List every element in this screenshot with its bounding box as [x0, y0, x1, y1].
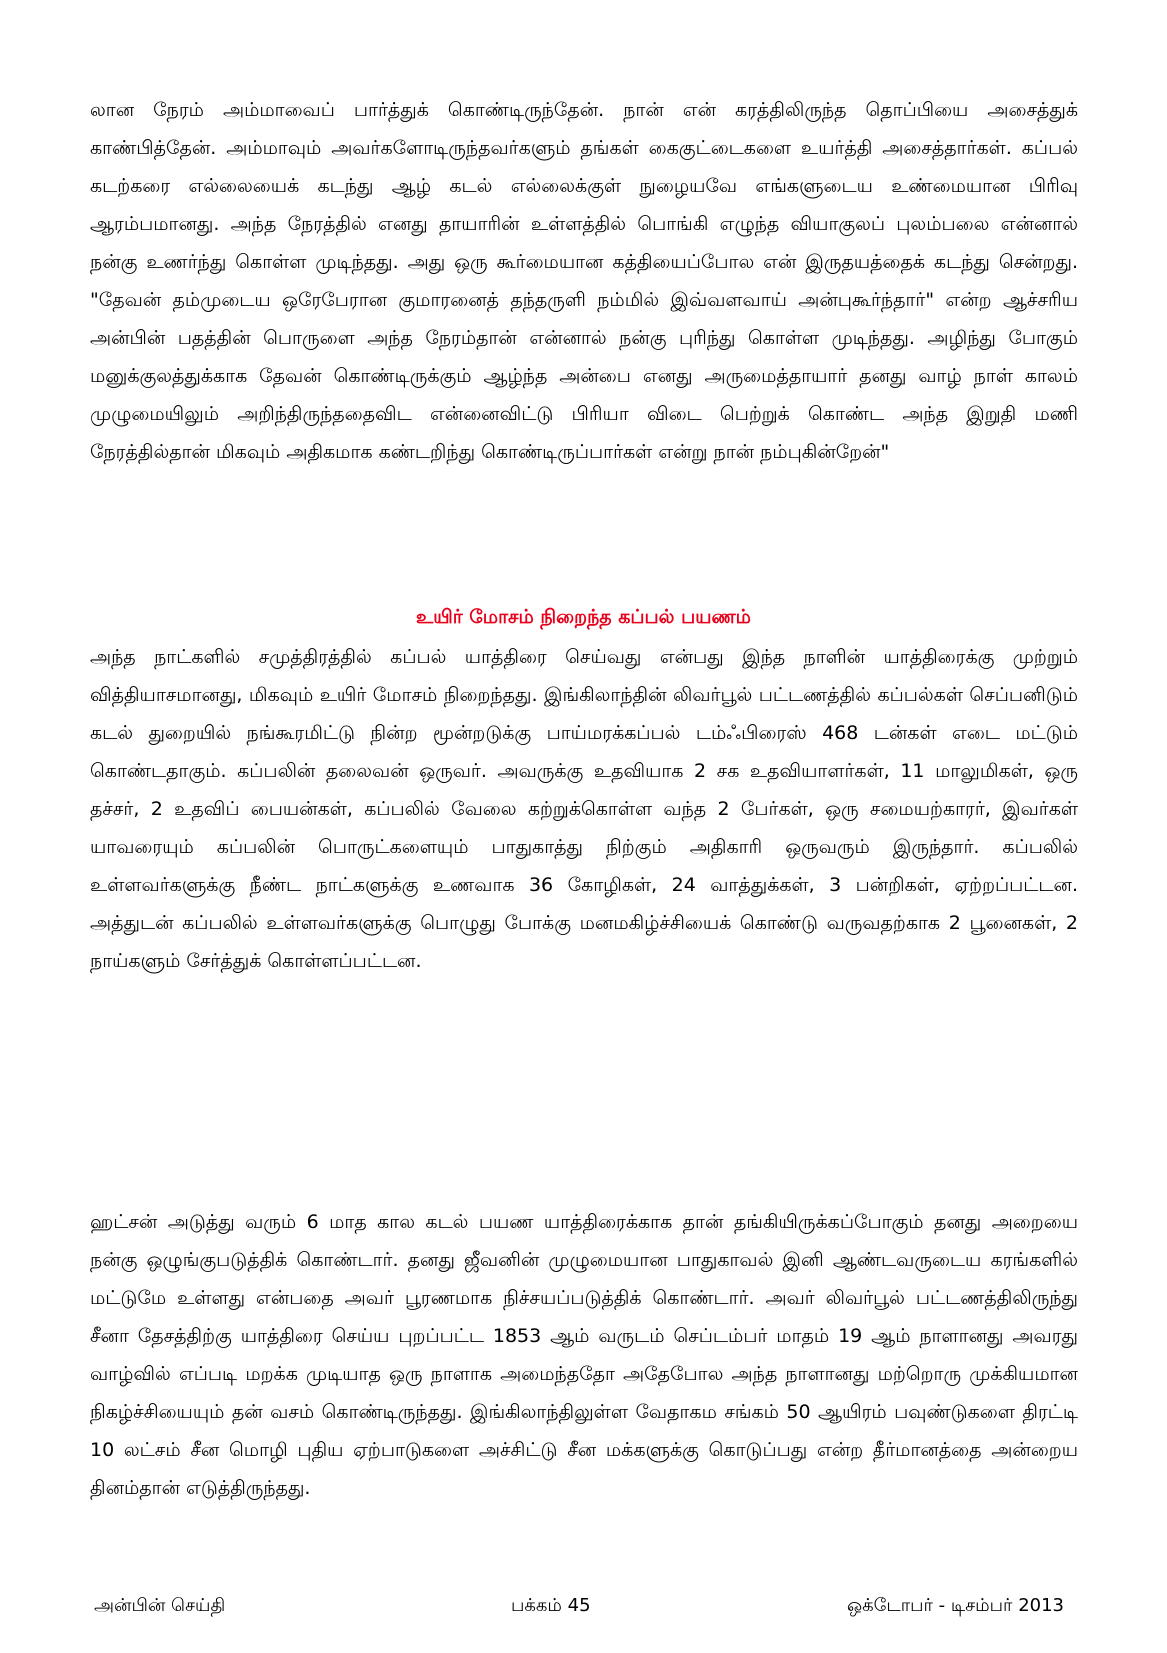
footer-issue-date: ஒக்டோபர் - டிசம்பர் 2013 [847, 1595, 1064, 1616]
footer-publication: அன்பின் செய்தி [94, 1595, 226, 1616]
body-paragraph-1: லான நேரம் அம்மாவைப் பார்த்துக் கொண்டிருந்தேன். நான் என் கரத்திலிருந்த தொப்பியை அசைத்துக் காண்பித்தேன். அம்மாவும் அவர்களோடிருந்தவர்களும் தங்கள் கைகுட்டைகளை உயர்த்தி அசைத்தார்கள். கப்பல் கடற்கரை எல்லையைக் கடந்து ஆழ் கடல் எல்லைக்குள் நுழையவே எங்களுடைய உண்மையான பிரிவு ஆரம்பமானது. அந்த நேரத்தில் எனது தாயாரின் உள்ளத்தில் பொங்கி எழுந்த வியாகுலப் புலம்பலை என்னால் நன்கு உணர்ந்து கொள்ள முடிந்தது. அது ஒரு கூர்மையான கத்தியைப்போல என் இருதயத்தைக் கடந்து சென்றது. "தேவன் தம்முடைய ஒரேபேரான குமாரனைத் தந்தருளி நம்மில் இவ்வளவாய் அன்புகூர்ந்தார்" என்ற ஆச்சரிய அன்பின் பதத்தின் பொருளை அந்த நேரம்தான் என்னால் நன்கு புரிந்து கொள்ள முடிந்தது. அழிந்து போகும் மனுக்குலத்துக்காக தேவன் கொண்டிருக்கும் ஆழ்ந்த அன்பை எனது அருமைத்தாயார் தனது வாழ் நாள் காலம் முழுமையிலும் அறிந்திருந்ததைவிட என்னைவிட்டு பிரியா விடை பெற்றுக் கொண்ட அந்த இறுதி மணி நேரத்தில்தான் மிகவும் அதிகமாக கண்டறிந்து கொண்டிருப்பார்கள் என்று நான் நம்புகின்றேன்" [90, 99, 1078, 463]
footer-page-number: பக்கம் 45 [511, 1595, 591, 1616]
page-footer [90, 1592, 1078, 1620]
body-paragraph-2: அந்த நாட்களில் சமுத்திரத்தில் கப்பல் யாத்திரை செய்வது என்பது இந்த நாளின் யாத்திரைக்கு முற்றும் வித்தியாசமானது, மிகவும் உயிர் மோசம் நிறைந்தது. இங்கிலாந்தின் லிவர்பூல் பட்டணத்தில் கப்பல்கள் செப்பனிடும் கடல் துறையில் நங்கூரமிட்டு நின்ற மூன்றடுக்கு பாய்மரக்கப்பல் டம்ஃபிரைஸ் 468 டன்கள் எடை மட்டும் கொண்டதாகும். கப்பலின் தலைவன் ஒருவர். அவருக்கு உதவியாக 2 சக உதவியாளர்கள், 11 மாலுமிகள், ஒரு தச்சர், 2 உதவிப் பையன்கள், கப்பலில் வேலை கற்றுக்கொள்ள வந்த 2 பேர்கள், ஒரு சமையற்காரர், இவர்கள் யாவரையும் கப்பலின் பொருட்களையும் பாதுகாத்து நிற்கும் அதிகாரி ஒருவரும் இருந்தார். கப்பலில் உள்ளவர்களுக்கு நீண்ட நாட்களுக்கு உணவாக 36 கோழிகள், 24 வாத்துக்கள், 3 பன்றிகள், ஏற்றப்பட்டன. அத்துடன் கப்பலில் உள்ளவர்களுக்கு பொழுது போக்கு மனமகிழ்ச்சியைக் கொண்டு வருவதற்காக 2 பூனைகள், 2 நாய்களும் சேர்த்துக் கொள்ளப்பட்டன. [90, 646, 1078, 972]
section-heading: உயிர் மோசம் நிறைந்த கப்பல் பயணம் [416, 606, 751, 628]
body-paragraph-3: ஹட்சன் அடுத்து வரும் 6 மாத கால கடல் பயண யாத்திரைக்காக தான் தங்கியிருக்கப்போகும் தனது அறையை நன்கு ஒழுங்குபடுத்திக் கொண்டார். தனது ஜீவனின் முழுமையான பாதுகாவல் இனி ஆண்டவருடைய கரங்களில் மட்டுமே உள்ளது என்பதை அவர் பூரணமாக நிச்சயப்படுத்திக் கொண்டார். அவர் லிவர்பூல் பட்டணத்திலிருந்து சீனா தேசத்திற்கு யாத்திரை செய்ய புறப்பட்ட 1853 ஆம் வருடம் செப்டம்பர் மாதம் 19 ஆம் நாளானது அவரது வாழ்வில் எப்படி மறக்க முடியாத ஒரு நாளாக அமைந்ததோ அதேபோல அந்த நாளானது மற்றொரு முக்கியமான நிகழ்ச்சியையும் தன் வசம் கொண்டிருந்தது. இங்கிலாந்திலுள்ள வேதாகம சங்கம் 50 ஆயிரம் பவுண்டுகளை திரட்டி 10 லட்சம் சீன மொழி புதிய ஏற்பாடுகளை அச்சிட்டு சீன மக்களுக்கு கொடுப்பது என்ற தீர்மானத்தை அன்றைய தினம்தான் எடுத்திருந்தது. [90, 1211, 1078, 1499]
